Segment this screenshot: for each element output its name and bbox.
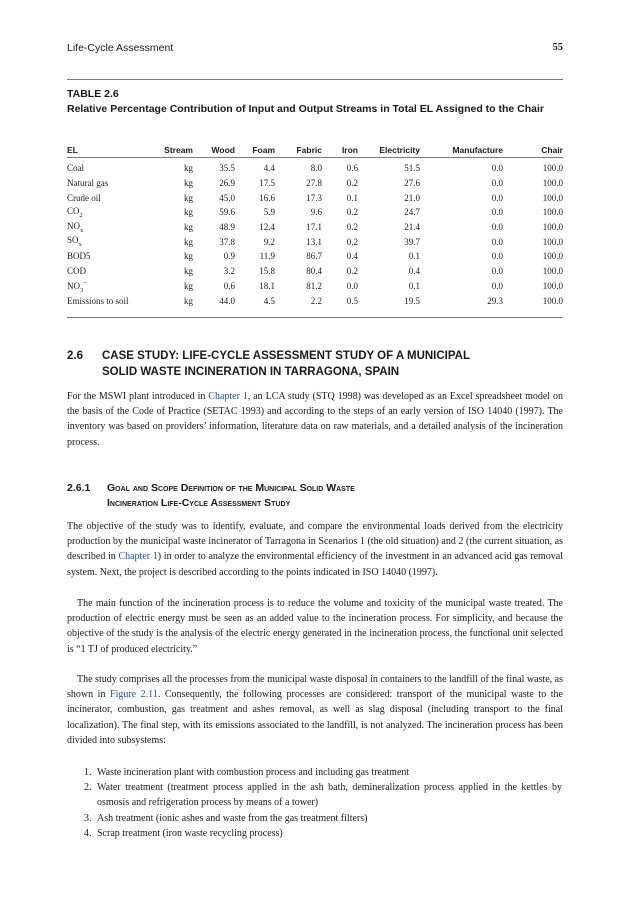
cell-wood: 44.0 bbox=[219, 295, 235, 306]
subsection-title-line1: Goal and Scope Definition of the Municipal Solid Waste bbox=[107, 482, 355, 494]
cell-foam: 18.1 bbox=[259, 280, 275, 291]
cell-wood: 26.9 bbox=[219, 178, 235, 189]
cell-wood: 37.8 bbox=[219, 236, 235, 247]
cell-fabric: 86.7 bbox=[306, 251, 322, 262]
header-manufacture: Manufacture bbox=[422, 143, 505, 158]
cell-iron: 0.5 bbox=[346, 295, 358, 306]
cell-fabric: 9.6 bbox=[310, 207, 322, 218]
table-row bbox=[67, 293, 563, 308]
header-foam: Foam bbox=[237, 143, 277, 158]
list-item: 4. Scrap treatment (iron waste recycling process) bbox=[84, 827, 283, 839]
cell-stream: kg bbox=[184, 178, 193, 189]
list-item: 2. Water treatment (treatment process applied in the ash bath, demineralization process applied in the kettles by osmosis and refrigeration process by means of a tower) bbox=[84, 782, 562, 809]
subsection-number: 2.6.1 bbox=[67, 482, 91, 494]
cell-iron: 0.1 bbox=[346, 192, 358, 203]
cell-electricity: 19.5 bbox=[404, 295, 420, 306]
cell-fabric: 8.0 bbox=[310, 163, 322, 174]
cell-foam: 17.5 bbox=[259, 178, 275, 189]
cell-fabric: 17.1 bbox=[306, 222, 322, 233]
table-header-row bbox=[67, 143, 563, 158]
cell-el: Crude oil bbox=[67, 192, 101, 203]
cell-iron: 0.2 bbox=[346, 222, 358, 233]
cell-iron: 0.2 bbox=[346, 178, 358, 189]
cell-stream: kg bbox=[184, 295, 193, 306]
cell-wood: 48.9 bbox=[219, 222, 235, 233]
cell-wood: 59.6 bbox=[219, 207, 235, 218]
cell-wood: 0.9 bbox=[223, 251, 235, 262]
cell-fabric: 17.3 bbox=[306, 192, 322, 203]
cell-manufacture: 29.3 bbox=[487, 295, 503, 306]
main-function-paragraph: The main function of the incineration process is to reduce the volume and toxicity of the municipal waste treated. The production of electric energy must be seen as an added value to the incineration process. For simplicity, and because the objective of the study is the analysis of the electric energy generated in the incineration process, the functional unit selected is “1 TJ of produced electricity.” bbox=[67, 598, 563, 655]
cell-stream: kg bbox=[184, 251, 193, 262]
scope-paragraph: The study comprises all the processes from the municipal waste disposal in containers to the landfill of the final waste, as shown in Figure 2.11. Consequently, the following processes are considered: transport of the municipal waste to the incinerator, combustion, gas treatment and ashes removal, as well as slag disposal (including transport to the final localization). The final step, with its emissions associated to the landfill, is not analyzed. The incineration process has been divided into subsystems: bbox=[67, 674, 563, 746]
cell-fabric: 13.1 bbox=[306, 236, 322, 247]
cell-electricity: 21.0 bbox=[404, 192, 420, 203]
cell-electricity: 24.7 bbox=[404, 207, 420, 218]
cell-chair: 100.0 bbox=[542, 163, 563, 174]
list-item: 1. Waste incineration plant with combustion process and including gas treatment bbox=[84, 767, 410, 778]
cell-stream: kg bbox=[184, 280, 193, 291]
cell-electricity: 0.4 bbox=[408, 266, 420, 277]
cell-manufacture: 0.0 bbox=[491, 222, 503, 233]
cell-foam: 15.8 bbox=[259, 266, 275, 277]
cell-foam: 9.2 bbox=[263, 236, 275, 247]
table-row bbox=[67, 279, 563, 294]
header-el: EL bbox=[67, 143, 145, 158]
table-row bbox=[67, 205, 563, 220]
objective-paragraph: The objective of the study was to identify, evaluate, and compare the environmental loads derived from the electricity production by the municipal waste incinerator of Tarragona in Scenarios 1 (the old situation) and 2 (the current situation, as described in Chapter 1) in order to analyze the environmental efficiency of the investment in an advanced acid gas removal system. Next, the project is described according to the points indicated in ISO 14040 (1997). bbox=[67, 521, 564, 578]
running-head-title: Life-Cycle Assessment bbox=[67, 42, 174, 54]
cell-fabric: 81.2 bbox=[306, 280, 322, 291]
cell-fabric: 2.2 bbox=[310, 295, 322, 306]
cell-chair: 100.0 bbox=[542, 222, 563, 233]
header-wood: Wood bbox=[195, 143, 237, 158]
cell-el: $SO_x$ bbox=[67, 235, 82, 249]
table-row bbox=[67, 190, 563, 205]
cell-iron: 0.2 bbox=[346, 207, 358, 218]
table-row bbox=[67, 264, 563, 279]
cell-foam: 4.4 bbox=[263, 163, 275, 174]
header-stream: Stream bbox=[145, 143, 195, 158]
section-title-line1: CASE STUDY: LIFE-CYCLE ASSESSMENT STUDY OF A MUNICIPAL bbox=[102, 350, 471, 362]
table-row bbox=[67, 176, 563, 191]
cell-chair: 100.0 bbox=[542, 236, 563, 247]
cell-chair: 100.0 bbox=[542, 280, 563, 291]
table-row bbox=[67, 220, 563, 235]
header-electricity: Electricity bbox=[360, 143, 422, 158]
cell-el: BOD5 bbox=[67, 251, 91, 262]
table-bottom-rule bbox=[67, 317, 563, 318]
chapter-1-link[interactable]: Chapter 1 bbox=[118, 551, 158, 563]
table-row bbox=[67, 234, 563, 249]
table-title: Relative Percentage Contribution of Input and Output Streams in Total EL Assigned to the Chair bbox=[67, 103, 545, 115]
cell-el: $NO_x$ bbox=[67, 220, 84, 234]
cell-manufacture: 0.0 bbox=[491, 280, 503, 291]
cell-el: Coal bbox=[67, 163, 84, 174]
cell-stream: kg bbox=[184, 266, 193, 277]
cell-el: $CO_2$ bbox=[67, 206, 83, 219]
cell-manufacture: 0.0 bbox=[491, 163, 503, 174]
cell-chair: 100.0 bbox=[542, 207, 563, 218]
cell-electricity: 21.4 bbox=[404, 222, 420, 233]
cell-foam: 5.9 bbox=[263, 207, 275, 218]
el-contribution-table bbox=[67, 143, 563, 308]
cell-iron: 0.2 bbox=[346, 236, 358, 247]
cell-foam: 12.4 bbox=[259, 222, 275, 233]
cell-stream: kg bbox=[184, 207, 193, 218]
cell-stream: kg bbox=[184, 222, 193, 233]
section-2-6-heading bbox=[67, 348, 563, 380]
table-label: TABLE 2.6 bbox=[67, 88, 119, 100]
cell-foam: 11.9 bbox=[259, 251, 275, 262]
cell-el: COD bbox=[67, 266, 87, 277]
cell-foam: 16.6 bbox=[259, 192, 275, 203]
table-row bbox=[67, 249, 563, 264]
table-body bbox=[67, 158, 563, 308]
chapter-1-link[interactable]: Chapter 1 bbox=[208, 391, 248, 402]
header-fabric: Fabric bbox=[277, 143, 324, 158]
cell-electricity: 0.1 bbox=[408, 280, 420, 291]
cell-fabric: 27.8 bbox=[306, 178, 322, 189]
header-chair: Chair bbox=[505, 143, 563, 158]
section-2-6-paragraph: For the MSWI plant introduced in Chapter 1, an LCA study (STQ 1998) was developed as an Excel spreadsheet model on the basis of the Code of Practice (SETAC 1993) and according to the steps of an early version of ISO 14040 (1997). The inventory was based on providers’ information, literature data on raw materials, and a detailed analysis of the incineration process. bbox=[67, 391, 563, 448]
section-2-6-1-heading bbox=[67, 481, 563, 511]
figure-2-11-link[interactable]: Figure 2.11 bbox=[110, 689, 158, 701]
table-caption bbox=[67, 87, 563, 117]
cell-iron: 0.6 bbox=[346, 163, 358, 174]
cell-el: Natural gas bbox=[67, 178, 109, 189]
cell-fabric: 80.4 bbox=[306, 266, 322, 277]
cell-foam: 4.5 bbox=[263, 295, 275, 306]
cell-wood: 35.5 bbox=[219, 163, 235, 174]
cell-manufacture: 0.0 bbox=[491, 207, 503, 218]
cell-iron: 0.0 bbox=[346, 280, 358, 291]
cell-manufacture: 0.0 bbox=[491, 178, 503, 189]
cell-chair: 100.0 bbox=[542, 178, 563, 189]
cell-electricity: 27.6 bbox=[404, 178, 420, 189]
cell-wood: 45.0 bbox=[219, 192, 235, 203]
cell-manufacture: 0.0 bbox=[491, 251, 503, 262]
section-title-line2: SOLID WASTE INCINERATION IN TARRAGONA, SPAIN bbox=[102, 366, 400, 378]
cell-electricity: 0.1 bbox=[408, 251, 420, 262]
cell-chair: 100.0 bbox=[542, 295, 563, 306]
cell-manufacture: 0.0 bbox=[491, 266, 503, 277]
header-iron: Iron bbox=[324, 143, 360, 158]
cell-stream: kg bbox=[184, 163, 193, 174]
subsection-title-line2: Incineration Life-Cycle Assessment Study bbox=[107, 497, 291, 509]
cell-wood: 0.6 bbox=[223, 280, 235, 291]
top-rule bbox=[67, 79, 563, 80]
page-number: 55 bbox=[552, 42, 563, 53]
cell-iron: 0.2 bbox=[346, 266, 358, 277]
list-item: 3. Ash treatment (ionic ashes and waste from the gas treatment filters) bbox=[84, 812, 368, 824]
table-row bbox=[67, 158, 563, 176]
cell-chair: 100.0 bbox=[542, 266, 563, 277]
section-number: 2.6 bbox=[67, 350, 83, 362]
subsystems-list bbox=[84, 765, 562, 841]
cell-electricity: 51.5 bbox=[404, 163, 420, 174]
cell-stream: kg bbox=[184, 236, 193, 247]
cell-wood: 3.2 bbox=[223, 266, 235, 277]
cell-iron: 0.4 bbox=[346, 251, 358, 262]
cell-stream: kg bbox=[184, 192, 193, 203]
cell-manufacture: 0.0 bbox=[491, 236, 503, 247]
running-head bbox=[67, 42, 563, 56]
cell-chair: 100.0 bbox=[542, 192, 563, 203]
cell-el: Emissions to soil bbox=[67, 295, 129, 306]
cell-manufacture: 0.0 bbox=[491, 192, 503, 203]
cell-el: $NO_3^-$ bbox=[67, 278, 88, 294]
cell-electricity: 39.7 bbox=[404, 236, 420, 247]
cell-chair: 100.0 bbox=[542, 251, 563, 262]
